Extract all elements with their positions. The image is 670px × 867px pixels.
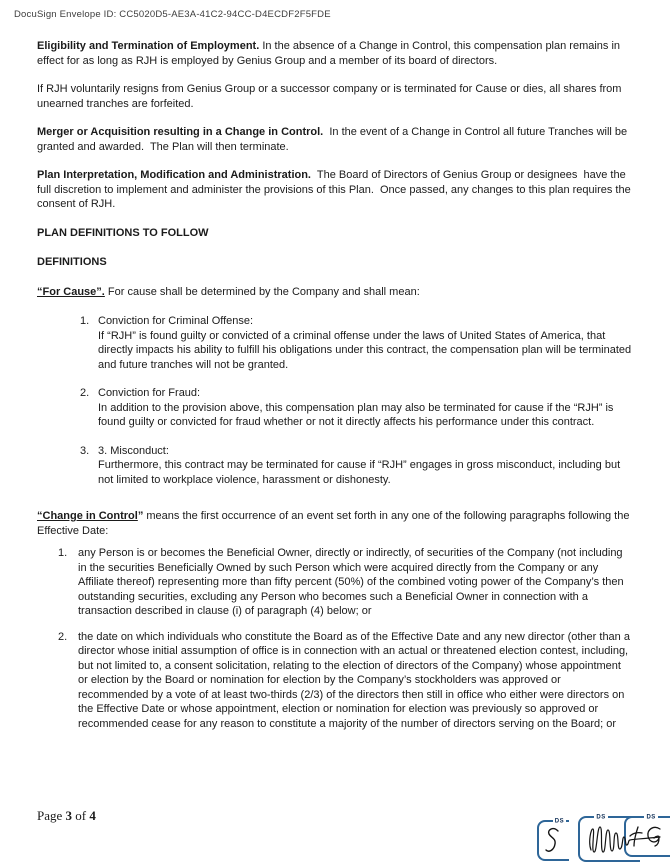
signature-scribble: [580, 818, 640, 860]
paragraph-lead: Plan Interpretation, Modification and Administration.: [37, 169, 311, 181]
page-word: Page: [37, 808, 66, 823]
list-number: 2.: [80, 387, 90, 399]
paragraph-text: In the absence of a Change in Control, this compensation plan remains in effect for as long as RJH is employed by Genius Group and a member of its board of directors.: [37, 40, 624, 67]
ds-tag: DS: [554, 818, 565, 825]
heading-definitions: DEFINITIONS: [37, 256, 107, 268]
list-item-board-composition: [37, 630, 632, 732]
list-number: 2.: [58, 630, 68, 643]
paragraph-lead: Merger or Acquisition resulting in a Change in Control.: [37, 126, 324, 138]
for-cause-definition: [37, 285, 632, 300]
list-item-beneficial-owner: [37, 546, 632, 619]
list-item-title: Conviction for Fraud:: [98, 387, 201, 399]
list-item-body: If “RJH” is found guilty or convicted of a criminal offense under the laws of United States of America, that directly impacts his ability to fulfill his obligations under this contract, the compensation plan will be terminated and future tranches will not be granted.: [98, 329, 632, 371]
list-item-body: any Person is or becomes the Beneficial Owner, directly or indirectly, of securities of the Company (not including in the securities Beneficially Owned by such Person which were acquired directly from the Company or any Affiliate thereof) representing more than fifty percent (50%) of the combined voting power of the Company’s then outstanding securities, excluding any Person who becomes such a Beneficial Owner in connection with a transaction described in clause (i) of paragraph (4) below; or: [78, 547, 624, 617]
page-number: 3: [65, 808, 73, 823]
paragraph-eligibility: [37, 39, 632, 68]
docusign-initials-stamp-1: [537, 820, 569, 861]
total-pages: 4: [89, 808, 96, 823]
ds-tag: DS: [596, 814, 606, 821]
page-number-label: [37, 808, 96, 824]
paragraph-text: If RJH voluntarily resigns from Genius Group or a successor company or is terminated for Cause or dies, all shares from unearned tranches are forfeited.: [37, 83, 625, 110]
paragraph-plan-interpretation: [37, 168, 632, 212]
of-word: of: [72, 808, 90, 823]
paragraph-merger: [37, 125, 632, 154]
paragraph-text: The Board of Directors of Genius Group or designees have the full discretion to implement and administer the provisions of this Plan. Once passed, any changes to this plan requires the consent of RJH.: [37, 169, 634, 210]
list-item-criminal-offense: [37, 314, 632, 372]
list-number: 1.: [58, 547, 68, 559]
document-body: [37, 39, 632, 742]
paragraph-text: In the event of a Change in Control all future Tranches will be granted and awarded. The Plan will then terminate.: [37, 126, 631, 153]
list-item-fraud: [37, 386, 632, 430]
for-cause-term: “For Cause”.: [37, 285, 105, 298]
initials-signature-s: [539, 822, 569, 859]
list-number: 1.: [80, 315, 90, 327]
docusign-envelope-id: DocuSign Envelope ID: CC5020D5-AE3A-41C2-94CC-D4ECDF2F5FDE: [14, 9, 331, 20]
ds-tag: DS: [646, 814, 656, 821]
list-item-misconduct: [37, 444, 632, 488]
list-item-body: In addition to the provision above, this compensation plan may also be terminated for cause if the “RJH” is found guilty or convicted for fraud whether or not it directly affects his performance under this contract.: [98, 401, 614, 428]
for-cause-text: For cause shall be determined by the Company and shall mean:: [104, 285, 420, 298]
paragraph-resignation: [37, 82, 632, 111]
list-item-title: 3. Misconduct:: [98, 444, 169, 457]
change-in-control-text: means the first occurrence of an event set forth in any one of the following paragraphs following the Effective Date:: [37, 510, 633, 537]
docusign-initials-stamp-2: [578, 816, 640, 862]
paragraph-lead: Eligibility and Termination of Employment.: [37, 40, 260, 52]
change-in-control-term: “Change in Control: [37, 510, 138, 522]
list-item-body: the date on which individuals who constitute the Board as of the Effective Date and any new director (other than a director whose initial assumption of office is in connection with an actual or threatened election contest, including, but not limited to, a consent solicitation, relating to the election of directors of the Company) whose appointment or election by the Board or nomination for election by the Company’s stockholders was approved or recommended by a vote of at least two-thirds (2/3) of the directors then still in office who either were directors on the Effective Date or whose appointment, election or nomination for election was previously so approved or recommended cease for any reason to constitute a majority of the number of directors serving on the Board; or: [78, 630, 630, 730]
change-in-control-definition: [37, 509, 632, 538]
list-item-title: Conviction for Criminal Offense:: [98, 315, 254, 327]
list-item-body: Furthermore, this contract may be terminated for cause if “RJH” engages in gross misconduct, including but not limited to workplace violence, harassment or dishonesty.: [98, 459, 621, 486]
list-number: 3.: [80, 444, 90, 457]
heading-plan-definitions: PLAN DEFINITIONS TO FOLLOW: [37, 226, 209, 239]
change-in-control-term-close: ”: [137, 510, 144, 522]
